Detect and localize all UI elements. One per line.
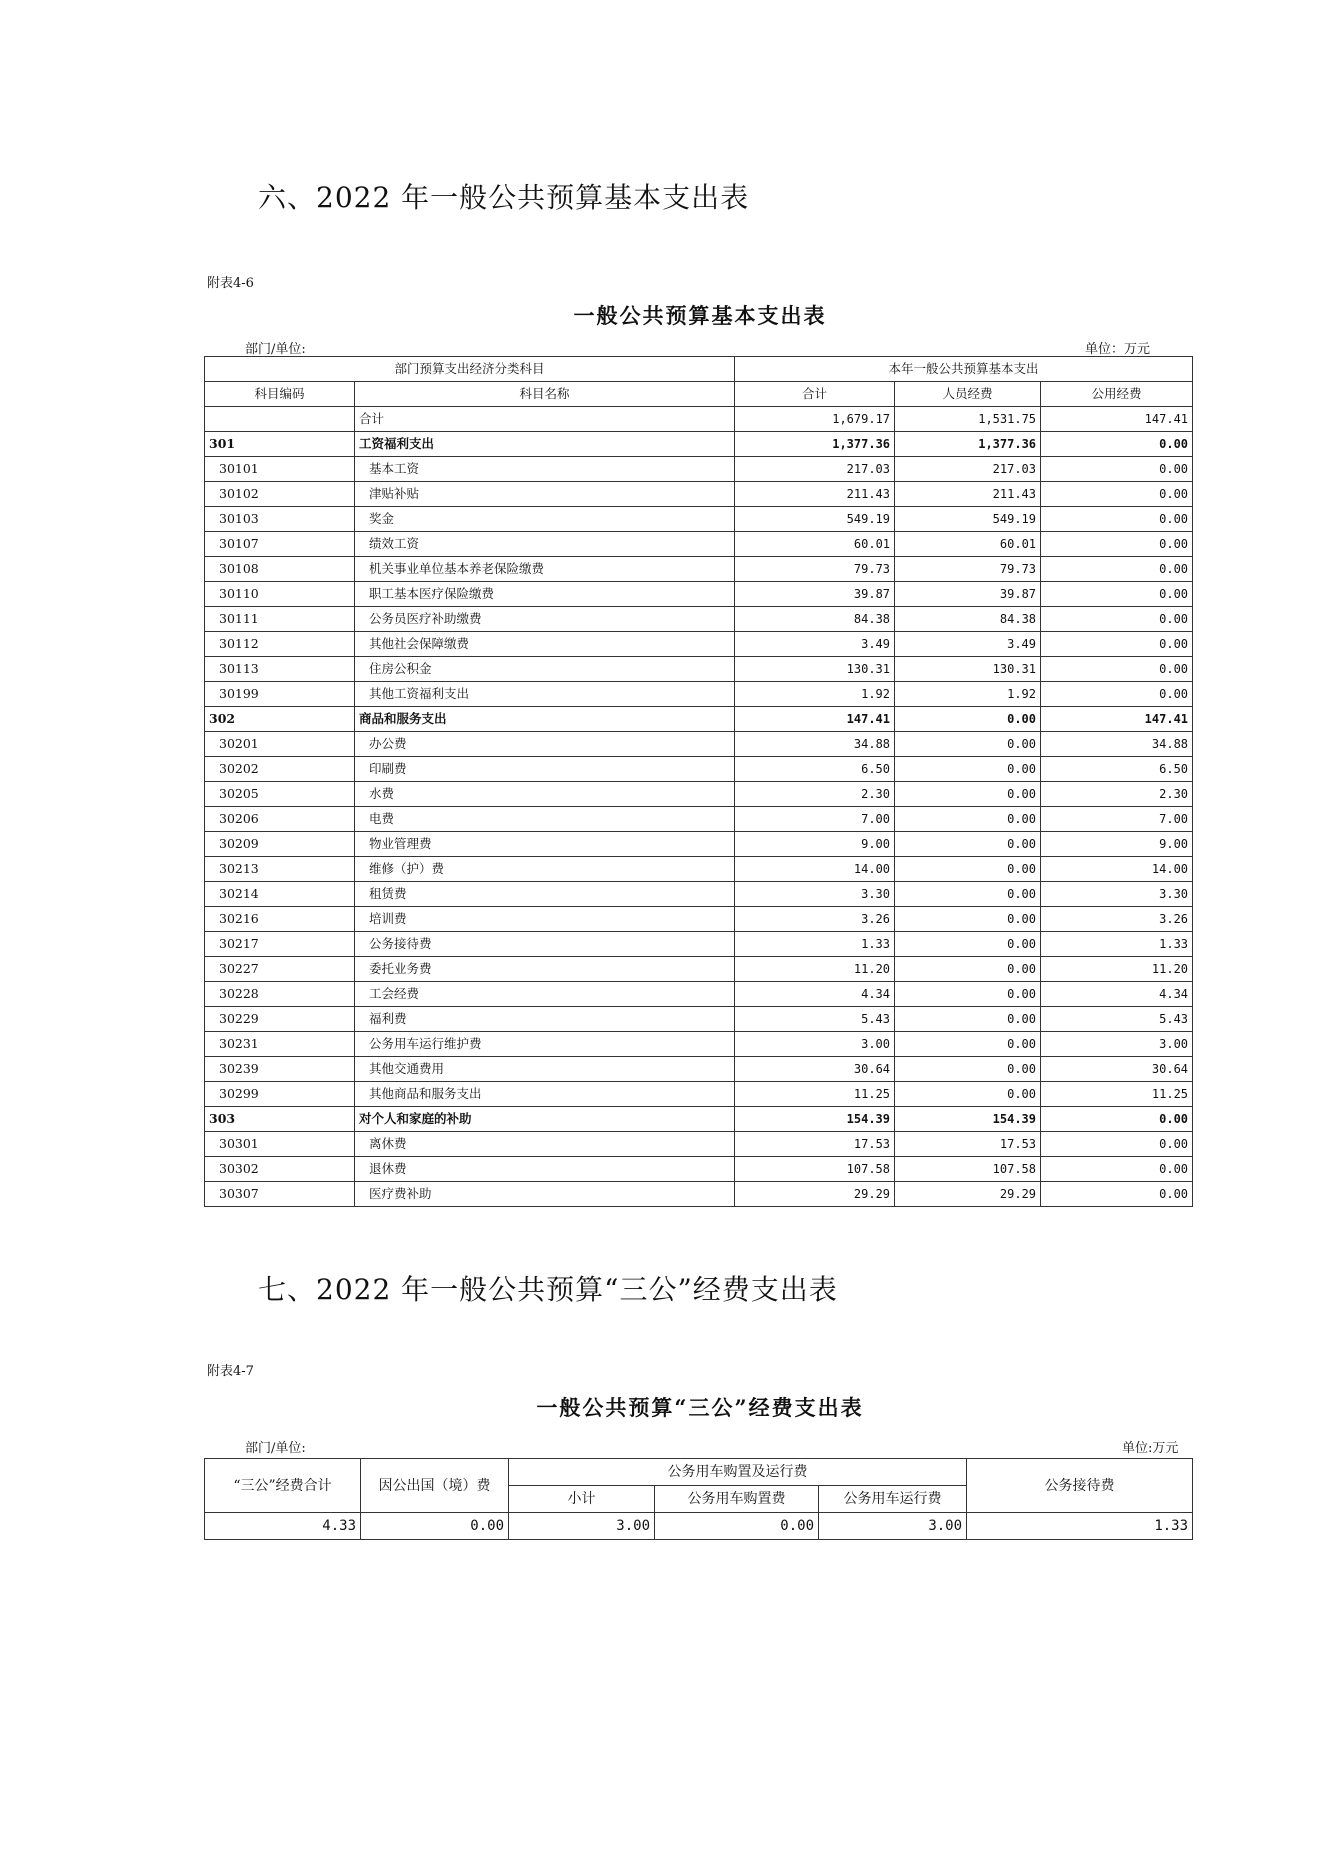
row-personnel: 0.00 bbox=[895, 807, 1041, 832]
table-row bbox=[205, 1513, 1193, 1540]
three-public-table bbox=[204, 1458, 1193, 1540]
row-code: 30108 bbox=[205, 557, 355, 582]
table-row bbox=[205, 457, 1193, 482]
row-total: 3.26 bbox=[735, 907, 895, 932]
row-name: 办公费 bbox=[355, 732, 735, 757]
row-total: 4.34 bbox=[735, 982, 895, 1007]
row-total: 30.64 bbox=[735, 1057, 895, 1082]
row-code: 30107 bbox=[205, 532, 355, 557]
row-total: 14.00 bbox=[735, 857, 895, 882]
row-public: 14.00 bbox=[1041, 857, 1193, 882]
row-total: 34.88 bbox=[735, 732, 895, 757]
basic-expenditure-table bbox=[204, 356, 1193, 1207]
table-row bbox=[205, 1132, 1193, 1157]
row-personnel: 0.00 bbox=[895, 832, 1041, 857]
row-code: 30213 bbox=[205, 857, 355, 882]
table-row bbox=[205, 432, 1193, 457]
row-public: 0.00 bbox=[1041, 582, 1193, 607]
table-row bbox=[205, 1032, 1193, 1057]
row-personnel: 107.58 bbox=[895, 1157, 1041, 1182]
row-name: 合计 bbox=[355, 407, 735, 432]
row-total: 1,377.36 bbox=[735, 432, 895, 457]
row-name: 印刷费 bbox=[355, 757, 735, 782]
row-total: 5.43 bbox=[735, 1007, 895, 1032]
row-personnel: 1,377.36 bbox=[895, 432, 1041, 457]
row-personnel: 211.43 bbox=[895, 482, 1041, 507]
row-total: 3.49 bbox=[735, 632, 895, 657]
table-row bbox=[205, 657, 1193, 682]
row-public: 11.20 bbox=[1041, 957, 1193, 982]
row-personnel: 3.49 bbox=[895, 632, 1041, 657]
row-name: 机关事业单位基本养老保险缴费 bbox=[355, 557, 735, 582]
row-total: 2.30 bbox=[735, 782, 895, 807]
table-row bbox=[205, 407, 1193, 432]
row-name: 其他交通费用 bbox=[355, 1057, 735, 1082]
row-personnel: 0.00 bbox=[895, 1057, 1041, 1082]
row-code: 30229 bbox=[205, 1007, 355, 1032]
header-subtotal: 小计 bbox=[509, 1486, 655, 1513]
row-total: 79.73 bbox=[735, 557, 895, 582]
table-row bbox=[205, 832, 1193, 857]
section7-title: 一般公共预算“三公”经费支出表 bbox=[536, 1395, 864, 1420]
table-row bbox=[205, 807, 1193, 832]
header-car-group: 公务用车购置及运行费 bbox=[509, 1459, 967, 1486]
row-code: 30103 bbox=[205, 507, 355, 532]
row-public: 6.50 bbox=[1041, 757, 1193, 782]
row-total: 9.00 bbox=[735, 832, 895, 857]
row-total: 1.33 bbox=[735, 932, 895, 957]
table-row bbox=[205, 732, 1193, 757]
row-public: 5.43 bbox=[1041, 1007, 1193, 1032]
value-abroad: 0.00 bbox=[361, 1513, 509, 1540]
row-personnel: 0.00 bbox=[895, 1032, 1041, 1057]
table-row bbox=[205, 1182, 1193, 1207]
row-personnel: 0.00 bbox=[895, 707, 1041, 732]
row-total: 217.03 bbox=[735, 457, 895, 482]
table-row bbox=[205, 507, 1193, 532]
row-personnel: 0.00 bbox=[895, 907, 1041, 932]
row-personnel: 17.53 bbox=[895, 1132, 1041, 1157]
row-public: 34.88 bbox=[1041, 732, 1193, 757]
row-name: 奖金 bbox=[355, 507, 735, 532]
row-name: 物业管理费 bbox=[355, 832, 735, 857]
row-code: 30228 bbox=[205, 982, 355, 1007]
row-public: 0.00 bbox=[1041, 657, 1193, 682]
row-total: 3.00 bbox=[735, 1032, 895, 1057]
table-row bbox=[205, 1007, 1193, 1032]
row-name: 津贴补贴 bbox=[355, 482, 735, 507]
row-personnel: 154.39 bbox=[895, 1107, 1041, 1132]
row-name: 对个人和家庭的补助 bbox=[355, 1107, 735, 1132]
row-total: 39.87 bbox=[735, 582, 895, 607]
row-name: 租赁费 bbox=[355, 882, 735, 907]
row-public: 0.00 bbox=[1041, 632, 1193, 657]
row-public: 0.00 bbox=[1041, 532, 1193, 557]
header-name: 科目名称 bbox=[355, 382, 735, 407]
row-total: 11.20 bbox=[735, 957, 895, 982]
row-public: 0.00 bbox=[1041, 432, 1193, 457]
row-name: 电费 bbox=[355, 807, 735, 832]
row-personnel: 0.00 bbox=[895, 932, 1041, 957]
row-name: 其他工资福利支出 bbox=[355, 682, 735, 707]
table-row bbox=[205, 882, 1193, 907]
table-row bbox=[205, 482, 1193, 507]
row-name: 公务员医疗补助缴费 bbox=[355, 607, 735, 632]
row-total: 147.41 bbox=[735, 707, 895, 732]
row-personnel: 130.31 bbox=[895, 657, 1041, 682]
section7-attach-no: 附表4-7 bbox=[207, 1364, 254, 1379]
section7-dept-label: 部门/单位: bbox=[245, 1441, 306, 1456]
value-car-purchase: 0.00 bbox=[655, 1513, 819, 1540]
header-total: 合计 bbox=[735, 382, 895, 407]
row-name: 其他商品和服务支出 bbox=[355, 1082, 735, 1107]
row-total: 549.19 bbox=[735, 507, 895, 532]
row-code: 30239 bbox=[205, 1057, 355, 1082]
row-public: 0.00 bbox=[1041, 457, 1193, 482]
section6-dept-label: 部门/单位: bbox=[245, 342, 306, 357]
row-personnel: 0.00 bbox=[895, 957, 1041, 982]
row-code: 30111 bbox=[205, 607, 355, 632]
table-row bbox=[205, 1157, 1193, 1182]
row-public: 0.00 bbox=[1041, 1182, 1193, 1207]
section6-title: 一般公共预算基本支出表 bbox=[573, 303, 827, 328]
section7-unit-label: 单位:万元 bbox=[1122, 1441, 1179, 1456]
header-personnel: 人员经费 bbox=[895, 382, 1041, 407]
table-row bbox=[205, 557, 1193, 582]
table-row bbox=[205, 582, 1193, 607]
row-code bbox=[205, 407, 355, 432]
row-total: 1.92 bbox=[735, 682, 895, 707]
row-personnel: 217.03 bbox=[895, 457, 1041, 482]
row-code: 30112 bbox=[205, 632, 355, 657]
header-car-purchase: 公务用车购置费 bbox=[655, 1486, 819, 1513]
row-code: 302 bbox=[205, 707, 355, 732]
row-code: 30217 bbox=[205, 932, 355, 957]
row-name: 工资福利支出 bbox=[355, 432, 735, 457]
row-code: 30216 bbox=[205, 907, 355, 932]
row-public: 147.41 bbox=[1041, 407, 1193, 432]
row-personnel: 0.00 bbox=[895, 882, 1041, 907]
row-code: 30201 bbox=[205, 732, 355, 757]
row-public: 0.00 bbox=[1041, 557, 1193, 582]
row-personnel: 0.00 bbox=[895, 857, 1041, 882]
row-code: 30227 bbox=[205, 957, 355, 982]
row-personnel: 0.00 bbox=[895, 982, 1041, 1007]
row-public: 9.00 bbox=[1041, 832, 1193, 857]
row-code: 30102 bbox=[205, 482, 355, 507]
row-personnel: 1,531.75 bbox=[895, 407, 1041, 432]
row-public: 0.00 bbox=[1041, 607, 1193, 632]
row-personnel: 0.00 bbox=[895, 782, 1041, 807]
row-code: 30101 bbox=[205, 457, 355, 482]
table-row bbox=[205, 607, 1193, 632]
row-code: 30301 bbox=[205, 1132, 355, 1157]
row-code: 30302 bbox=[205, 1157, 355, 1182]
row-personnel: 84.38 bbox=[895, 607, 1041, 632]
row-name: 公务用车运行维护费 bbox=[355, 1032, 735, 1057]
section6-attach-no: 附表4-6 bbox=[207, 276, 254, 291]
row-name: 福利费 bbox=[355, 1007, 735, 1032]
table-row bbox=[205, 757, 1193, 782]
header-group-right: 本年一般公共预算基本支出 bbox=[735, 357, 1193, 382]
table-row bbox=[205, 957, 1193, 982]
table-header-row bbox=[205, 357, 1193, 382]
row-code: 30214 bbox=[205, 882, 355, 907]
section7-heading: 七、2022 年一般公共预算“三公”经费支出表 bbox=[258, 1273, 838, 1306]
row-total: 130.31 bbox=[735, 657, 895, 682]
row-code: 303 bbox=[205, 1107, 355, 1132]
table-row bbox=[205, 907, 1193, 932]
row-name: 水费 bbox=[355, 782, 735, 807]
row-personnel: 60.01 bbox=[895, 532, 1041, 557]
row-total: 154.39 bbox=[735, 1107, 895, 1132]
header-car-running: 公务用车运行费 bbox=[819, 1486, 967, 1513]
row-name: 其他社会保障缴费 bbox=[355, 632, 735, 657]
value-subtotal: 3.00 bbox=[509, 1513, 655, 1540]
table-row bbox=[205, 1082, 1193, 1107]
row-code: 30113 bbox=[205, 657, 355, 682]
row-total: 211.43 bbox=[735, 482, 895, 507]
value-reception: 1.33 bbox=[967, 1513, 1193, 1540]
table-row bbox=[205, 707, 1193, 732]
table-header-row bbox=[205, 382, 1193, 407]
row-personnel: 1.92 bbox=[895, 682, 1041, 707]
row-total: 107.58 bbox=[735, 1157, 895, 1182]
row-public: 30.64 bbox=[1041, 1057, 1193, 1082]
row-name: 商品和服务支出 bbox=[355, 707, 735, 732]
table-row bbox=[205, 982, 1193, 1007]
table-row bbox=[205, 1107, 1193, 1132]
table-row bbox=[205, 1057, 1193, 1082]
row-total: 17.53 bbox=[735, 1132, 895, 1157]
row-public: 0.00 bbox=[1041, 1157, 1193, 1182]
section6-unit-label: 单位：万元 bbox=[1085, 342, 1151, 357]
table-row bbox=[205, 532, 1193, 557]
row-code: 30299 bbox=[205, 1082, 355, 1107]
row-name: 绩效工资 bbox=[355, 532, 735, 557]
row-name: 退休费 bbox=[355, 1157, 735, 1182]
row-public: 0.00 bbox=[1041, 682, 1193, 707]
header-abroad: 因公出国（境）费 bbox=[361, 1459, 509, 1513]
value-car-running: 3.00 bbox=[819, 1513, 967, 1540]
table-row bbox=[205, 932, 1193, 957]
row-personnel: 549.19 bbox=[895, 507, 1041, 532]
row-total: 1,679.17 bbox=[735, 407, 895, 432]
table-row bbox=[205, 682, 1193, 707]
section6-heading: 六、2022 年一般公共预算基本支出表 bbox=[258, 181, 750, 214]
header-public: 公用经费 bbox=[1041, 382, 1193, 407]
row-public: 0.00 bbox=[1041, 507, 1193, 532]
header-reception: 公务接待费 bbox=[967, 1459, 1193, 1513]
row-personnel: 79.73 bbox=[895, 557, 1041, 582]
row-total: 84.38 bbox=[735, 607, 895, 632]
row-public: 0.00 bbox=[1041, 482, 1193, 507]
row-total: 6.50 bbox=[735, 757, 895, 782]
row-code: 30209 bbox=[205, 832, 355, 857]
row-total: 11.25 bbox=[735, 1082, 895, 1107]
row-code: 30110 bbox=[205, 582, 355, 607]
row-personnel: 0.00 bbox=[895, 732, 1041, 757]
row-name: 工会经费 bbox=[355, 982, 735, 1007]
header-three-public-total: “三公”经费合计 bbox=[205, 1459, 361, 1513]
row-name: 住房公积金 bbox=[355, 657, 735, 682]
value-three-public-total: 4.33 bbox=[205, 1513, 361, 1540]
row-total: 60.01 bbox=[735, 532, 895, 557]
row-name: 委托业务费 bbox=[355, 957, 735, 982]
row-name: 公务接待费 bbox=[355, 932, 735, 957]
row-public: 0.00 bbox=[1041, 1107, 1193, 1132]
row-code: 30202 bbox=[205, 757, 355, 782]
row-public: 2.30 bbox=[1041, 782, 1193, 807]
row-public: 0.00 bbox=[1041, 1132, 1193, 1157]
row-code: 30199 bbox=[205, 682, 355, 707]
row-personnel: 29.29 bbox=[895, 1182, 1041, 1207]
table-header-row bbox=[205, 1459, 1193, 1486]
table-row bbox=[205, 782, 1193, 807]
row-name: 维修（护）费 bbox=[355, 857, 735, 882]
row-code: 30231 bbox=[205, 1032, 355, 1057]
row-name: 基本工资 bbox=[355, 457, 735, 482]
row-personnel: 0.00 bbox=[895, 1007, 1041, 1032]
row-code: 30205 bbox=[205, 782, 355, 807]
row-personnel: 39.87 bbox=[895, 582, 1041, 607]
row-personnel: 0.00 bbox=[895, 1082, 1041, 1107]
row-name: 离休费 bbox=[355, 1132, 735, 1157]
row-code: 30206 bbox=[205, 807, 355, 832]
header-code: 科目编码 bbox=[205, 382, 355, 407]
row-name: 培训费 bbox=[355, 907, 735, 932]
row-public: 1.33 bbox=[1041, 932, 1193, 957]
row-name: 职工基本医疗保险缴费 bbox=[355, 582, 735, 607]
row-total: 7.00 bbox=[735, 807, 895, 832]
row-public: 3.00 bbox=[1041, 1032, 1193, 1057]
row-name: 医疗费补助 bbox=[355, 1182, 735, 1207]
row-public: 3.26 bbox=[1041, 907, 1193, 932]
table-row bbox=[205, 857, 1193, 882]
row-total: 3.30 bbox=[735, 882, 895, 907]
row-total: 29.29 bbox=[735, 1182, 895, 1207]
row-public: 3.30 bbox=[1041, 882, 1193, 907]
table-row bbox=[205, 632, 1193, 657]
header-group-left: 部门预算支出经济分类科目 bbox=[205, 357, 735, 382]
row-code: 30307 bbox=[205, 1182, 355, 1207]
row-public: 11.25 bbox=[1041, 1082, 1193, 1107]
row-code: 301 bbox=[205, 432, 355, 457]
row-personnel: 0.00 bbox=[895, 757, 1041, 782]
row-public: 7.00 bbox=[1041, 807, 1193, 832]
row-public: 147.41 bbox=[1041, 707, 1193, 732]
row-public: 4.34 bbox=[1041, 982, 1193, 1007]
